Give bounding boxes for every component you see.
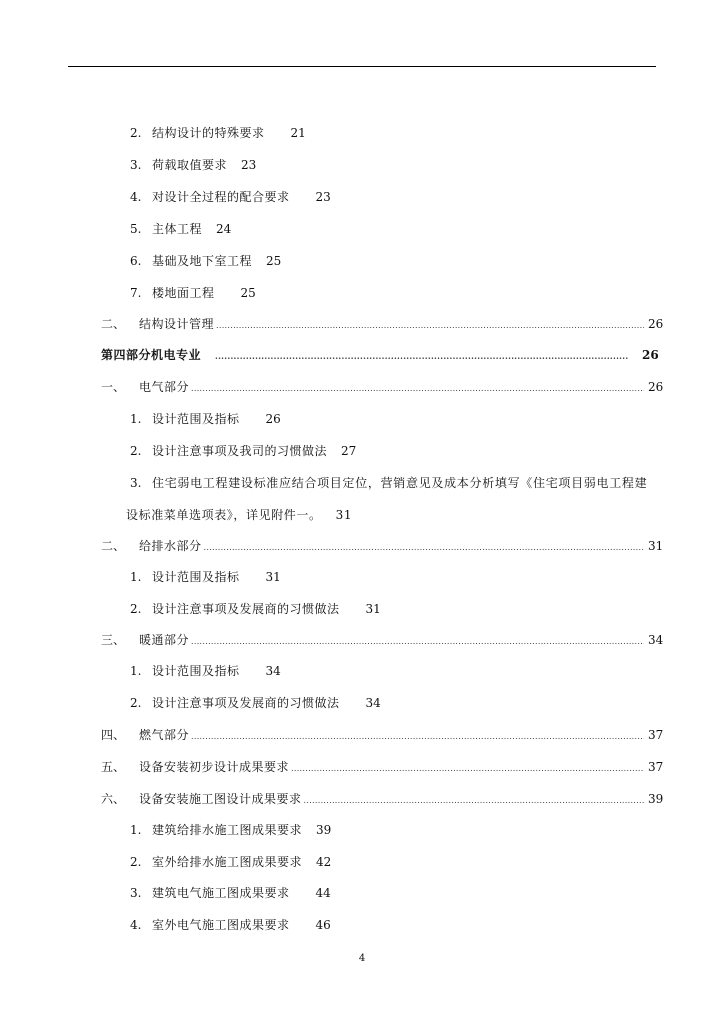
entry-title: 建筑电气施工图成果要求 bbox=[152, 886, 290, 900]
dot-leader bbox=[216, 318, 644, 334]
entry-title: 室外给排水施工图成果要求 bbox=[152, 855, 303, 869]
entry-title: 结构设计管理 bbox=[139, 317, 215, 331]
entry-number: 1. bbox=[130, 823, 142, 837]
toc-entry-building-electrical-drawings[interactable] bbox=[130, 885, 331, 901]
entry-page: 25 bbox=[240, 286, 256, 300]
toc-entry-outdoor-water-drawings[interactable] bbox=[130, 854, 331, 870]
entry-number: 3. bbox=[130, 476, 142, 490]
entry-title: 建筑给排水施工图成果要求 bbox=[152, 823, 303, 837]
entry-number: 二、 bbox=[101, 317, 126, 331]
toc-entry-hvac-scope[interactable] bbox=[130, 663, 281, 679]
toc-entry-floor[interactable] bbox=[130, 285, 256, 301]
entry-page: 26 bbox=[648, 317, 664, 331]
entry-page: 26 bbox=[648, 380, 664, 394]
entry-number: 1. bbox=[130, 664, 142, 678]
toc-entry-struct-management[interactable] bbox=[101, 316, 662, 334]
toc-entry-load-values[interactable] bbox=[130, 157, 256, 173]
entry-title: 结构设计的特殊要求 bbox=[152, 126, 265, 140]
entry-title: 基础及地下室工程 bbox=[152, 254, 253, 268]
entry-number: 4. bbox=[130, 918, 142, 932]
toc-entry-building-water-drawings[interactable] bbox=[130, 822, 331, 838]
dot-leader bbox=[191, 729, 644, 745]
dot-leader bbox=[204, 540, 644, 556]
entry-number: 2. bbox=[130, 444, 142, 458]
entry-page: 23 bbox=[241, 158, 257, 172]
toc-entry-hvac[interactable] bbox=[101, 632, 662, 650]
entry-title-line2: 设标准菜单选项表》，详见附件一。 bbox=[126, 508, 322, 522]
entry-page: 39 bbox=[316, 823, 332, 837]
entry-page: 39 bbox=[648, 792, 664, 806]
entry-title: 电气部分 bbox=[139, 380, 190, 394]
page-number: 4 bbox=[358, 953, 366, 964]
entry-page: 26 bbox=[642, 348, 659, 362]
toc-entry-prelim-design[interactable] bbox=[101, 759, 662, 777]
entry-page: 31 bbox=[648, 539, 664, 553]
toc-entry-design-coordination[interactable] bbox=[130, 189, 331, 205]
toc-entry-water-scope[interactable] bbox=[130, 569, 281, 585]
toc-entry-hvac-notes[interactable] bbox=[130, 695, 381, 711]
entry-title: 给排水部分 bbox=[139, 539, 202, 553]
toc-entry-water[interactable] bbox=[101, 538, 662, 556]
toc-entry-water-notes[interactable] bbox=[130, 601, 381, 617]
entry-title: 设计注意事项及我司的习惯做法 bbox=[152, 444, 328, 458]
entry-page: 26 bbox=[265, 412, 281, 426]
entry-page: 37 bbox=[648, 728, 664, 742]
entry-title: 暖通部分 bbox=[139, 633, 190, 647]
entry-page: 31 bbox=[365, 602, 381, 616]
entry-title: 设计范围及指标 bbox=[152, 664, 240, 678]
toc-entry-outdoor-electrical-drawings[interactable] bbox=[130, 917, 331, 933]
entry-number: 1. bbox=[130, 412, 142, 426]
entry-page: 31 bbox=[265, 570, 281, 584]
entry-page: 46 bbox=[315, 918, 331, 932]
dot-leader bbox=[291, 761, 644, 777]
header-rule bbox=[68, 66, 656, 67]
entry-number: 2. bbox=[130, 126, 142, 140]
entry-title: 设备安装施工图设计成果要求 bbox=[139, 792, 302, 806]
entry-page: 44 bbox=[315, 886, 331, 900]
entry-number: 五、 bbox=[101, 760, 126, 774]
entry-title: 主体工程 bbox=[152, 222, 203, 236]
toc-entry-electrical-scope[interactable] bbox=[130, 411, 281, 427]
entry-number: 六、 bbox=[101, 792, 126, 806]
entry-title: 室外电气施工图成果要求 bbox=[152, 918, 290, 932]
entry-number: 二、 bbox=[101, 539, 126, 553]
entry-title: 设计范围及指标 bbox=[152, 412, 240, 426]
dot-leader bbox=[215, 348, 628, 364]
toc-entry-weak-current[interactable] bbox=[130, 475, 647, 491]
entry-title-line1: 住宅弱电工程建设标准应结合项目定位，营销意见及成本分析填写《住宅项目弱电工程建 bbox=[152, 476, 648, 490]
entry-number: 2. bbox=[130, 855, 142, 869]
dot-leader bbox=[191, 381, 644, 397]
toc-entry-construction-drawings[interactable] bbox=[101, 791, 662, 809]
entry-number: 5. bbox=[130, 222, 142, 236]
entry-number: 3. bbox=[130, 158, 142, 172]
entry-page: 37 bbox=[648, 760, 664, 774]
toc-entry-struct-special[interactable] bbox=[130, 125, 306, 141]
toc-entry-main-structure[interactable] bbox=[130, 221, 231, 237]
entry-number: 4. bbox=[130, 190, 142, 204]
entry-title: 对设计全过程的配合要求 bbox=[152, 190, 290, 204]
entry-page: 31 bbox=[335, 508, 353, 522]
toc-entry-electrical[interactable] bbox=[101, 379, 662, 397]
dot-leader bbox=[191, 634, 644, 650]
entry-page: 27 bbox=[341, 444, 357, 458]
entry-title: 设计注意事项及发展商的习惯做法 bbox=[152, 602, 340, 616]
entry-page: 34 bbox=[365, 696, 381, 710]
entry-page: 42 bbox=[316, 855, 332, 869]
entry-page: 34 bbox=[265, 664, 281, 678]
entry-number: 1. bbox=[130, 570, 142, 584]
toc-part-heading[interactable] bbox=[101, 347, 659, 364]
entry-title: 荷载取值要求 bbox=[152, 158, 228, 172]
entry-page: 25 bbox=[266, 254, 282, 268]
toc-entry-foundation[interactable] bbox=[130, 253, 281, 269]
toc-entry-weak-current-continued[interactable] bbox=[126, 507, 352, 523]
entry-title: 设计注意事项及发展商的习惯做法 bbox=[152, 696, 340, 710]
entry-page: 24 bbox=[216, 222, 232, 236]
entry-title: 燃气部分 bbox=[139, 728, 190, 742]
dot-leader bbox=[304, 793, 644, 809]
entry-title: 设备安装初步设计成果要求 bbox=[139, 760, 290, 774]
part-title: 第四部分机电专业 bbox=[101, 348, 202, 362]
entry-number: 7. bbox=[130, 286, 142, 300]
entry-number: 三、 bbox=[101, 633, 126, 647]
entry-title: 楼地面工程 bbox=[152, 286, 215, 300]
entry-page: 23 bbox=[315, 190, 331, 204]
toc-entry-electrical-notes[interactable] bbox=[130, 443, 356, 459]
toc-entry-gas[interactable] bbox=[101, 727, 662, 745]
entry-number: 2. bbox=[130, 602, 142, 616]
entry-number: 6. bbox=[130, 254, 142, 268]
entry-number: 3. bbox=[130, 886, 142, 900]
entry-title: 设计范围及指标 bbox=[152, 570, 240, 584]
entry-page: 21 bbox=[290, 126, 306, 140]
entry-number: 2. bbox=[130, 696, 142, 710]
entry-number: 一、 bbox=[101, 380, 126, 394]
entry-page: 34 bbox=[648, 633, 664, 647]
entry-number: 四、 bbox=[101, 728, 126, 742]
